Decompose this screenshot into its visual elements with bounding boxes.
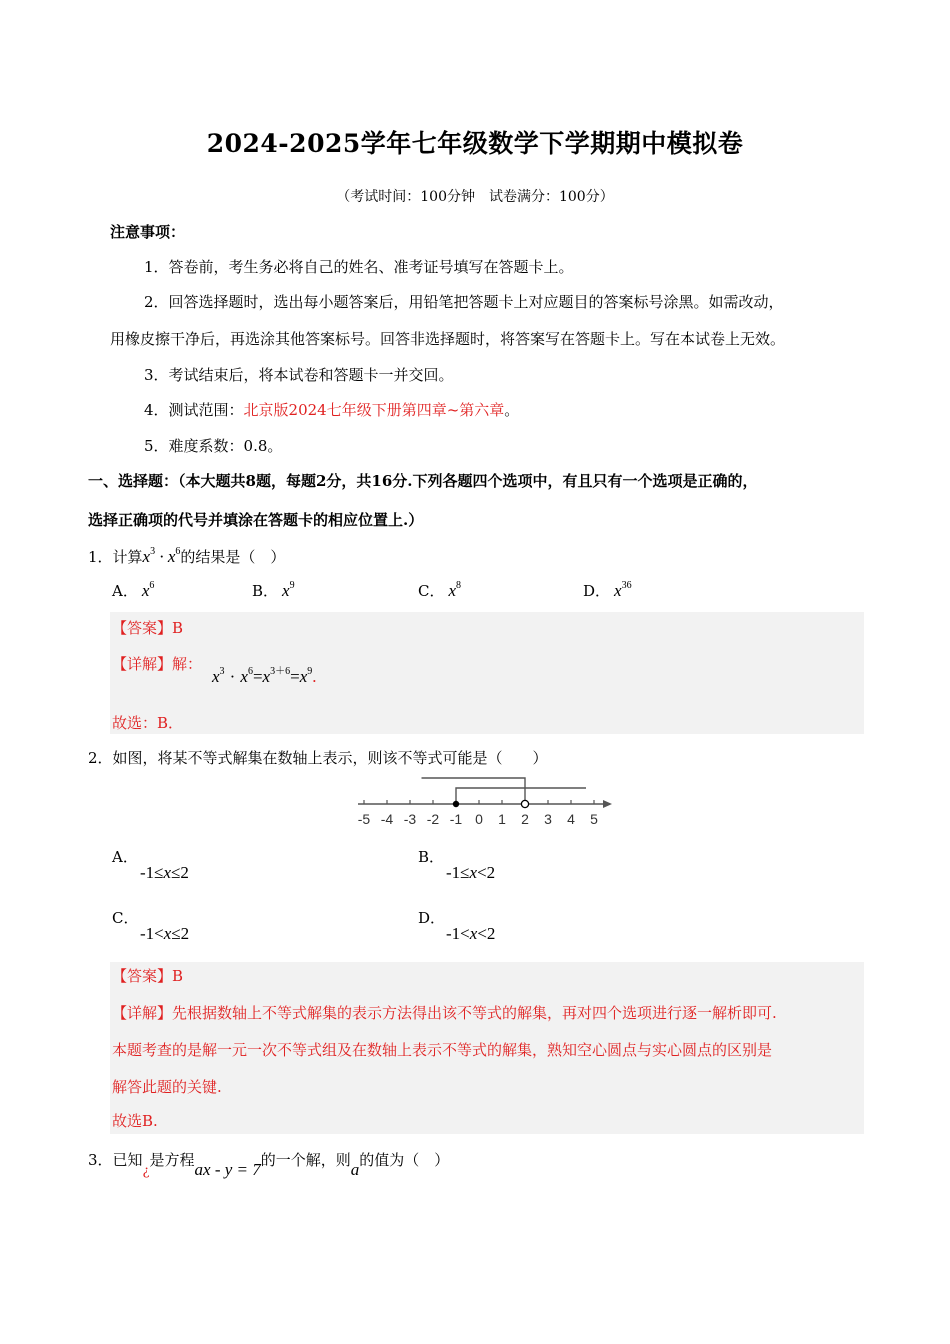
question-2-stem: 2．如图，将某不等式解集在数轴上表示，则该不等式可能是（ ） (88, 749, 548, 767)
q3-equation: ax - y = 7 (194, 1160, 261, 1179)
axis-tick-label: 2 (521, 811, 529, 827)
q2-option-c[interactable]: C． -1<x≤2 (112, 909, 190, 943)
notice-item-2: 2．回答选择题时，选出每小题答案后，用铅笔把答题卡上对应题目的答案标号涂黑。如需改动， (144, 293, 784, 311)
q1-solution: $x^3 \cdot x^6=x^{3+6}=x^9$. (212, 666, 317, 686)
q3-variable: a (350, 1160, 360, 1179)
notice-item-5: 5．难度系数：0.8。 (144, 437, 283, 455)
question-1-stem (88, 542, 285, 567)
q1-option-a[interactable]: A． $x^6$ (112, 580, 155, 600)
q1-option-c[interactable]: C． $x^8$ (418, 580, 462, 600)
notice-heading: 注意事项： (110, 223, 186, 241)
q2-detail-line2: 本题考查的是解一元一次不等式组及在数轴上表示不等式的解集，熟知空心圆点与实心圆点的区别是 (112, 1041, 773, 1059)
q2-answer-box (110, 962, 864, 1134)
closed-point (453, 801, 459, 807)
notice-item-3: 3．考试结束后，将本试卷和答题卡一并交回。 (144, 366, 454, 384)
axis-tick-label: 1 (498, 811, 506, 827)
q2-detail-line3: 解答此题的关键. (112, 1078, 222, 1096)
q3-placeholder-mark: ¿ (142, 1164, 150, 1179)
q2-option-d[interactable]: D． -1<x<2 (418, 909, 496, 943)
axis-tick-label: -3 (403, 811, 417, 827)
q2-option-b[interactable]: B． -1≤x<2 (418, 848, 496, 882)
axis-tick-label: -2 (426, 811, 440, 827)
open-point (521, 800, 528, 807)
notice-item-4 (144, 400, 519, 420)
axis-tick-label: 0 (475, 811, 483, 827)
section-heading: 一、选择题：（本大题共8题，每题2分，共16分.下列各题四个选项中，有且只有一个选项是正确的， (88, 472, 758, 490)
q1-answer-box (110, 612, 864, 734)
axis-tick-label: -1 (449, 811, 463, 827)
q2-conclusion: 故选B. (112, 1112, 158, 1130)
axis-tick-label: -4 (380, 811, 394, 827)
axis-tick-label: 4 (567, 811, 575, 827)
q1-option-b[interactable]: B． $x^9$ (252, 580, 295, 600)
q1-detail: 【详解】解： (112, 655, 203, 673)
number-line-axis (358, 778, 612, 827)
number-line-figure (352, 772, 622, 828)
solution-ray-lower (456, 788, 586, 804)
notice-item-4-suffix: 。 (504, 401, 520, 419)
q2-detail: 【详解】先根据数轴上不等式解集的表示方法得出该不等式的解集，再对四个选项进行逐一解析即可. (112, 1004, 777, 1022)
q2-option-a[interactable]: A． -1≤x≤2 (112, 848, 189, 882)
q2-answer: 【答案】B (112, 967, 184, 985)
exam-info: （考试时间：100分钟 试卷满分：100分） (336, 189, 614, 205)
q1-option-d[interactable]: D． $x^{36}$ (583, 580, 632, 600)
q1-answer: 【答案】B (112, 619, 184, 637)
q1-tail: 的结果是（ ） (180, 548, 286, 566)
notice-item-4-prefix: 4．测试范围： (144, 401, 244, 419)
question-3-stem: 3．已知¿是方程ax - y = 7的一个解，则a的值为（ ） (88, 1151, 450, 1179)
notice-item-1: 1．答卷前，考生务必将自己的姓名、准考证号填写在答题卡上。 (144, 258, 574, 276)
solution-ray-upper (422, 778, 526, 804)
axis-arrow (603, 800, 612, 808)
axis-tick-label: -5 (357, 811, 371, 827)
notice-item-2-cont: 用橡皮擦干净后，再选涂其他答案标号。回答非选择题时，将答案写在答题卡上。写在本试卷上无效。 (110, 330, 786, 348)
q1-expr: $x^3 \cdot x^6$ (142, 546, 181, 566)
test-scope: 北京版2024七年级下册第四章~第六章 (243, 401, 505, 419)
axis-tick-label: 5 (590, 811, 598, 827)
page-title: 2024-2025学年七年级数学下学期期中模拟卷 (206, 129, 744, 158)
q1-conclusion: 故选：B． (112, 714, 184, 732)
q1-number: 1．计算 (88, 548, 143, 566)
axis-tick-label: 3 (544, 811, 552, 827)
section-heading-cont: 选择正确项的代号并填涂在答题卡的相应位置上.） (88, 511, 424, 529)
